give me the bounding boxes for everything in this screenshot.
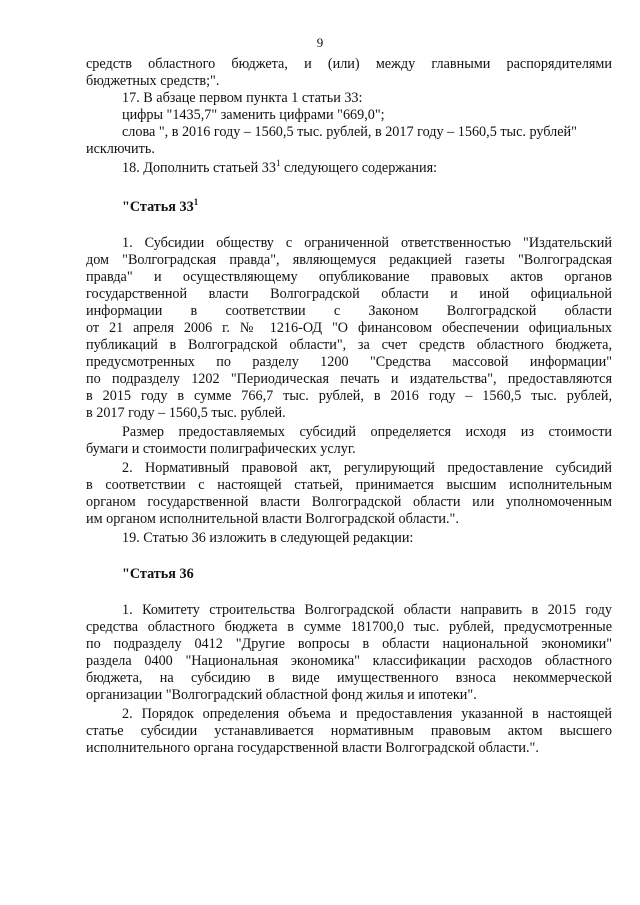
article-33-p1-line: публикаций в Волгоградской области", за счет средств областного бюджета, — [86, 337, 612, 353]
item-19: 19. Статью 36 изложить в следующей редакции: — [122, 530, 414, 546]
article-36-p1-line: организации "Волгоградский областной фонд жилья и ипотеки". — [86, 687, 477, 703]
article-33-p1-line: в 2015 году в сумме 766,7 тыс. рублей, в 2016 году – 1560,5 тыс. рублей, — [86, 388, 612, 404]
article-36-p1-line: 1. Комитету строительства Волгоградской области направить в 2015 году — [122, 602, 612, 618]
intro-line-1: средств областного бюджета, и (или) между главными распорядителями — [86, 56, 612, 72]
article-36-p1-line: раздела 0400 "Национальная экономика" классификации расходов областного — [86, 653, 612, 669]
article-33-p2-line: 2. Нормативный правовой акт, регулирующий предоставление субсидий — [122, 460, 612, 476]
article-36-p2-line: статье субсидии устанавливается нормативным правовым актом высшего — [86, 723, 612, 739]
article-33-p2-line: в соответствии с настоящей статьей, принимается высшим исполнительным — [86, 477, 612, 493]
article-36-heading: "Статья 36 — [122, 566, 194, 582]
item-18: 18. Дополнить статьей $33^1$ следующего содержания: — [122, 158, 438, 176]
item-17-b-1: слова ", в 2016 году – 1560,5 тыс. рублей, в 2017 году – 1560,5 тыс. рублей" — [122, 124, 577, 140]
article-33-p1-line: дом "Волгоградская правда", являющемуся редакцией газеты "Волгоградская — [86, 252, 612, 268]
item-17: 17. В абзаце первом пункта 1 статьи 33: — [122, 90, 363, 106]
article-33-p1-line: в 2017 году – 1560,5 тыс. рублей. — [86, 405, 286, 421]
item-17-a: цифры "1435,7" заменить цифрами "669,0"; — [122, 107, 385, 123]
article-33-heading: "Статья $33^1$ — [122, 197, 199, 215]
article-33-p1-line: информации в соответствии с Законом Волгоградской области — [86, 303, 612, 319]
article-36-p1-line: средства областного бюджета в сумме 181700,0 тыс. рублей, предусмотренные — [86, 619, 612, 635]
page-number: 9 — [316, 35, 324, 50]
article-33-p1-line: предусмотренных по разделу 1200 "Средства массовой информации" — [86, 354, 612, 370]
article-33-p1b-line: бумаги и стоимости полиграфических услуг. — [86, 441, 356, 457]
article-36-p2-line: исполнительного органа государственной власти Волгоградской области.". — [86, 740, 539, 756]
article-33-p1-line: по подразделу 1202 "Периодическая печать и издательства", предоставляются — [86, 371, 612, 387]
article-33-p1-line: 1. Субсидии обществу с ограниченной ответственностью "Издательский — [122, 235, 612, 251]
article-36-p1-line: бюджета, на субсидию в виде имущественного взноса некоммерческой — [86, 670, 612, 686]
article-33-p2-line: им органом исполнительной власти Волгоградской области.". — [86, 511, 459, 527]
article-33-p1b-line: Размер предоставляемых субсидий определяется исходя из стоимости — [122, 424, 612, 440]
article-36-p2-line: 2. Порядок определения объема и предоставления указанной в настоящей — [122, 706, 612, 722]
intro-line-2: бюджетных средств;". — [86, 73, 220, 89]
article-33-p2-line: органом государственной власти Волгоградской области или уполномоченным — [86, 494, 612, 510]
article-33-p1-line: от 21 апреля 2006 г. № 1216-ОД "О финансовом обеспечении официальных — [86, 320, 612, 336]
article-33-p1-line: правда" и осуществляющему опубликование правовых актов органов — [86, 269, 612, 285]
article-33-p1-line: государственной власти Волгоградской области и иной официальной — [86, 286, 612, 302]
article-36-p1-line: по подразделу 0412 "Другие вопросы в области национальной экономики" — [86, 636, 612, 652]
item-17-b-2: исключить. — [86, 141, 155, 157]
